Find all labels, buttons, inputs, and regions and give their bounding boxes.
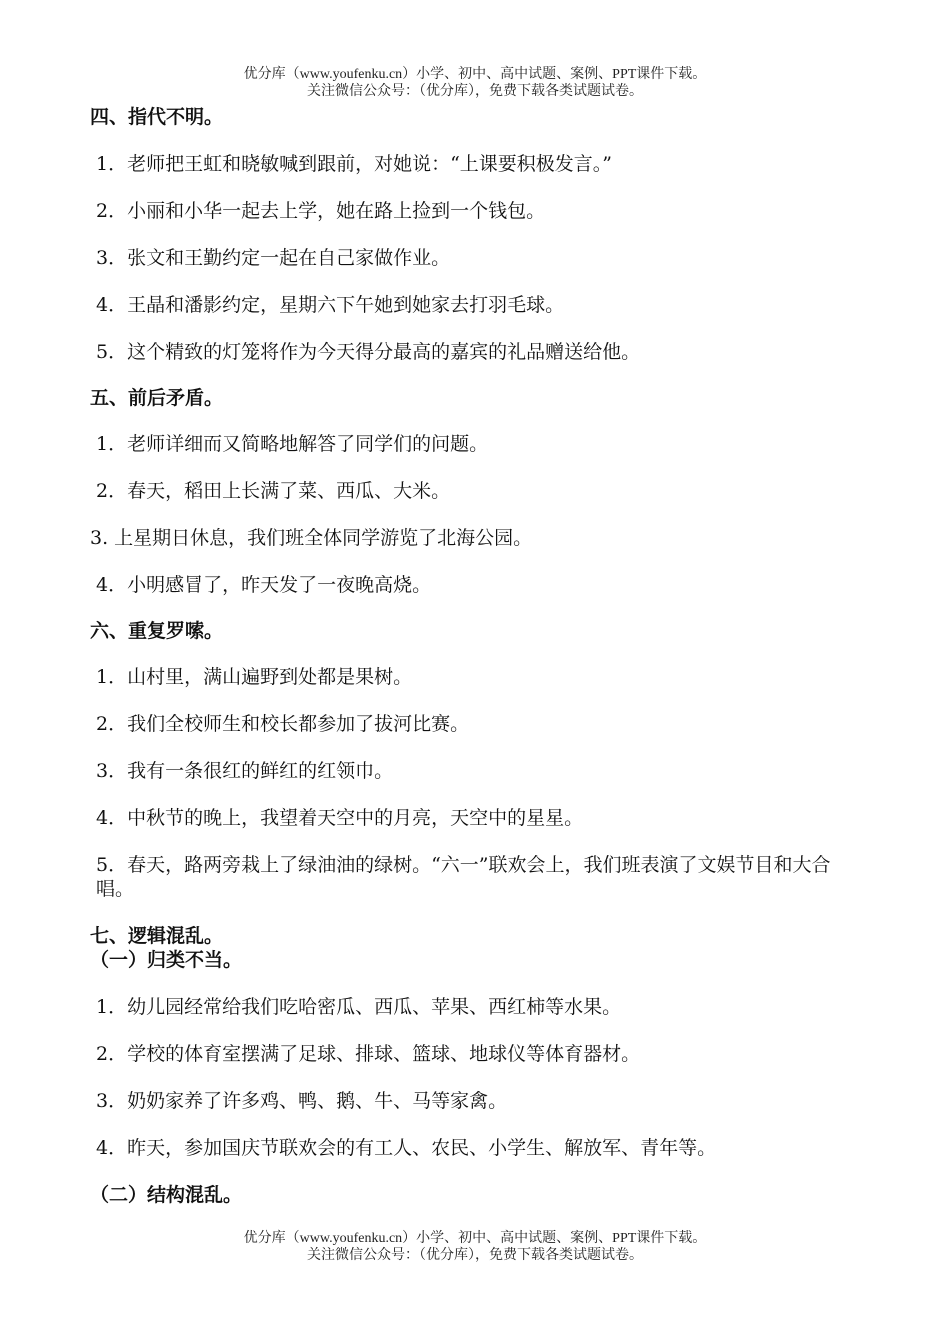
section-7-title: 七、逻辑混乱。 xyxy=(90,925,224,947)
section-5-item-4: 4．小明感冒了，昨天发了一夜晚高烧。 xyxy=(96,574,432,596)
section-6-item-3: 3．我有一条很红的鲜红的红领巾。 xyxy=(96,760,394,782)
section-5-title: 五、前后矛盾。 xyxy=(90,387,224,409)
footer-line-2: 关注微信公众号：（优分库），免费下载各类试题试卷。 xyxy=(307,1248,643,1263)
section-4-item-4: 4．王晶和潘影约定，星期六下午她到她家去打羽毛球。 xyxy=(96,294,565,316)
section-5-item-3: 3. 上星期日休息，我们班全体同学游览了北海公园。 xyxy=(90,527,533,549)
section-5-item-2: 2．春天，稻田上长满了菜、西瓜、大米。 xyxy=(96,480,451,502)
section-7-sub-1-item-3: 3．奶奶家养了许多鸡、鸭、鹅、牛、马等家禽。 xyxy=(96,1090,508,1112)
section-6-item-5: 5．春天，路两旁栽上了绿油油的绿树。“六一”联欢会上，我们班表演了文娱节目和大合唱。 xyxy=(96,854,831,900)
section-6-item-4: 4．中秋节的晚上，我望着天空中的月亮，天空中的星星。 xyxy=(96,807,584,829)
section-4-item-3: 3．张文和王勤约定一起在自己家做作业。 xyxy=(96,247,451,269)
page-header xyxy=(0,66,950,100)
section-4-item-2: 2．小丽和小华一起去上学，她在路上捡到一个钱包。 xyxy=(96,200,546,222)
section-7-sub-1-item-4: 4．昨天，参加国庆节联欢会的有工人、农民、小学生、解放军、青年等。 xyxy=(96,1137,717,1159)
section-4-title: 四、指代不明。 xyxy=(90,106,224,128)
header-line-2: 关注微信公众号：（优分库），免费下载各类试题试卷。 xyxy=(307,84,643,99)
section-6-item-2: 2．我们全校师生和校长都参加了拔河比赛。 xyxy=(96,713,470,735)
section-4-item-1: 1．老师把王虹和晓敏喊到跟前，对她说：“上课要积极发言。” xyxy=(96,153,613,175)
section-7-sub-1-item-2: 2．学校的体育室摆满了足球、排球、篮球、地球仪等体育器材。 xyxy=(96,1043,641,1065)
section-4-item-5: 5．这个精致的灯笼将作为今天得分最高的嘉宾的礼品赠送给他。 xyxy=(96,341,641,363)
section-6-title: 六、重复罗嗦。 xyxy=(90,620,224,642)
document-body xyxy=(90,104,860,1208)
section-5-item-1: 1．老师详细而又简略地解答了同学们的问题。 xyxy=(96,433,489,455)
header-line-1: 优分库（www.youfenku.cn）小学、初中、高中试题、案例、PPT课件下载。 xyxy=(243,67,707,82)
footer-line-1: 优分库（www.youfenku.cn）小学、初中、高中试题、案例、PPT课件下载。 xyxy=(243,1231,707,1246)
section-7-sub-2-title: （二）结构混乱。 xyxy=(90,1184,243,1206)
section-7-sub-1-item-1: 1．幼儿园经常给我们吃哈密瓜、西瓜、苹果、西红柿等水果。 xyxy=(96,996,622,1018)
page-footer xyxy=(0,1230,950,1264)
section-7-sub-1-title: （一）归类不当。 xyxy=(90,949,243,971)
section-6-item-1: 1．山村里，满山遍野到处都是果树。 xyxy=(96,666,413,688)
